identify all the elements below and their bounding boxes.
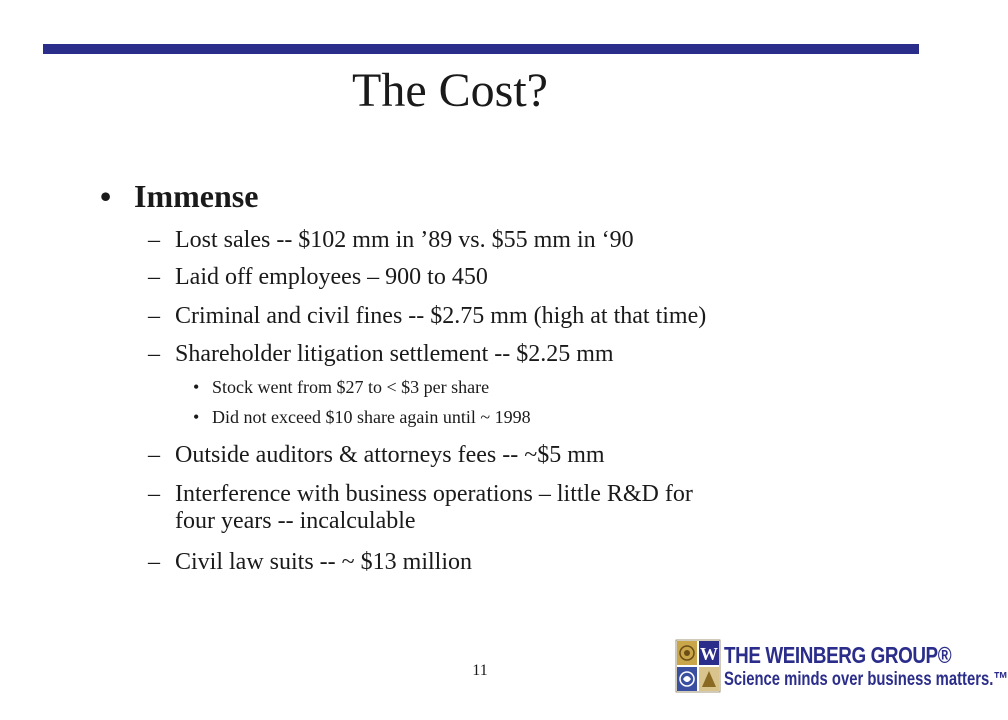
list-item-text: Shareholder litigation settlement -- $2.25 mm bbox=[175, 341, 614, 367]
weinberg-group-emblem-icon bbox=[676, 640, 720, 692]
list-item-continuation bbox=[175, 508, 416, 534]
list-item-text: Outside auditors & attorneys fees -- ~$5 mm bbox=[175, 442, 605, 468]
list-item-text: Laid off employees – 900 to 450 bbox=[175, 264, 488, 290]
list-item-text: Criminal and civil fines -- $2.75 mm (high at that time) bbox=[175, 303, 707, 329]
dash-marker: – bbox=[148, 341, 160, 367]
dash-marker: – bbox=[148, 442, 160, 468]
dash-marker: – bbox=[148, 227, 160, 253]
svg-text:W: W bbox=[700, 644, 718, 664]
bullet-marker: • bbox=[100, 178, 112, 214]
dash-marker: – bbox=[148, 303, 160, 329]
logo-tagline: Science minds over business matters.™ bbox=[724, 669, 1008, 690]
company-logo bbox=[676, 640, 1008, 692]
sub-list-item-text: Did not exceed $10 share again until ~ 1998 bbox=[212, 407, 531, 427]
main-bullet-text: Immense bbox=[134, 178, 259, 214]
page-number: 11 bbox=[472, 662, 488, 679]
sub-list-item-text: Stock went from $27 to < $3 per share bbox=[212, 377, 490, 397]
list-item-text: Interference with business operations – little R&D for bbox=[175, 481, 693, 507]
dash-marker: – bbox=[148, 549, 160, 575]
top-rule bbox=[43, 44, 919, 54]
list-item-continuation-text: four years -- incalculable bbox=[175, 508, 416, 534]
dash-marker: – bbox=[148, 264, 160, 290]
bullet-marker: • bbox=[193, 407, 200, 427]
list-item-text: Lost sales -- $102 mm in ’89 vs. $55 mm in ‘90 bbox=[175, 227, 634, 253]
dash-marker: – bbox=[148, 481, 160, 507]
logo-name: THE WEINBERG GROUP® bbox=[724, 642, 952, 668]
slide-title: The Cost? bbox=[352, 64, 548, 117]
bullet-marker: • bbox=[193, 377, 200, 397]
list-item-text: Civil law suits -- ~ $13 million bbox=[175, 549, 472, 575]
